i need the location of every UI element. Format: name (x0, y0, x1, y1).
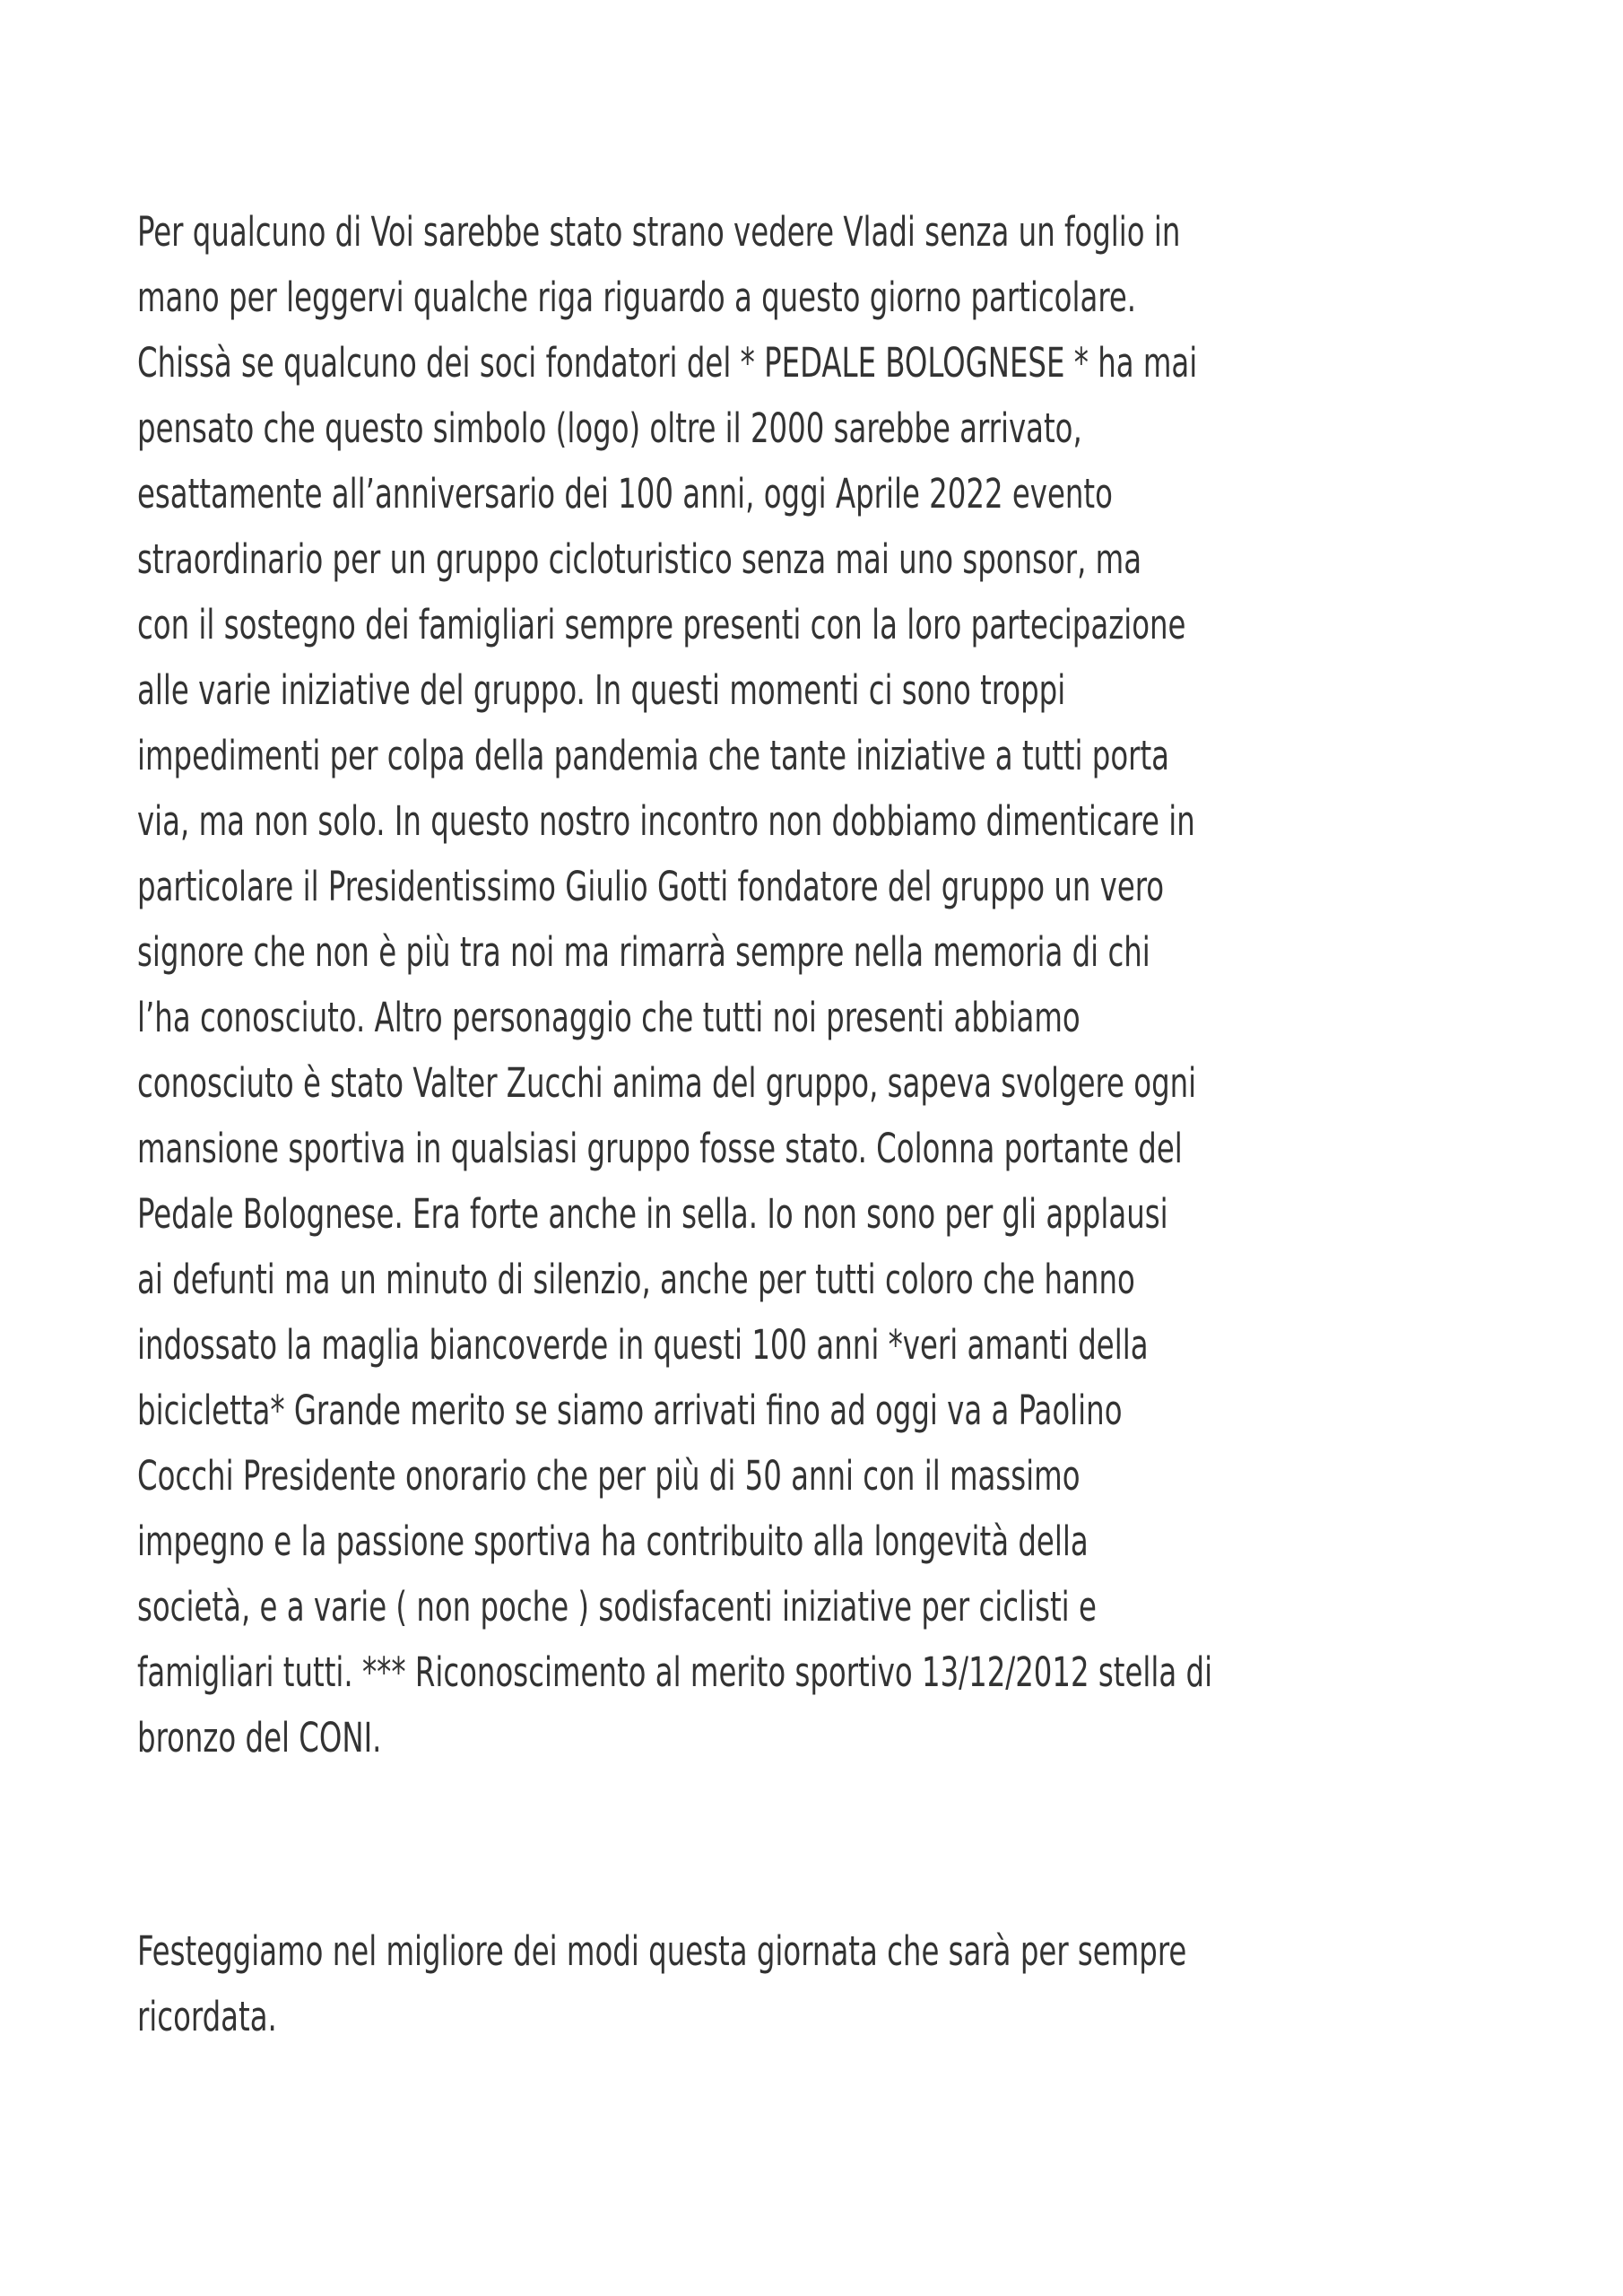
text-line: pensato che questo simbolo (logo) oltre il 2000 sarebbe arrivato, (137, 404, 1082, 452)
text-line: Festeggiamo nel migliore dei modi questa giornata che sarà per sempre (137, 1927, 1187, 1975)
text-line: straordinario per un gruppo cicloturistico senza mai uno sponsor, ma (137, 535, 1142, 583)
text-line: via, ma non solo. In questo nostro incontro non dobbiamo dimenticare in (137, 797, 1195, 845)
text-line: impegno e la passione sportiva ha contribuito alla longevità della (137, 1518, 1089, 1565)
closing-paragraph (137, 1918, 1228, 2049)
text-line: alle varie iniziative del gruppo. In questi momenti ci sono troppi (137, 666, 1066, 714)
text-line: mansione sportiva in qualsiasi gruppo fosse stato. Colonna portante del (137, 1125, 1183, 1172)
text-line: impedimenti per colpa della pandemia che tante iniziative a tutti porta (137, 732, 1169, 779)
text-line: Chissà se qualcuno dei soci fondatori del * PEDALE BOLOGNESE * ha mai (137, 339, 1198, 387)
text-line: indossato la maglia biancoverde in questi 100 anni *veri amanti della (137, 1321, 1149, 1369)
text-line: particolare il Presidentissimo Giulio Gotti fondatore del gruppo un vero (137, 863, 1165, 910)
text-line: Cocchi Presidente onorario che per più di 50 anni con il massimo (137, 1452, 1081, 1500)
text-line: esattamente all’anniversario dei 100 anni, oggi Aprile 2022 evento (137, 470, 1113, 517)
text-line: mano per leggervi qualche riga riguardo a questo giorno particolare. (137, 274, 1137, 321)
text-line: signore che non è più tra noi ma rimarrà sempre nella memoria di chi (137, 928, 1150, 976)
main-paragraph (137, 199, 1228, 1770)
text-line: società, e a varie ( non poche ) sodisfacenti iniziative per ciclisti e (137, 1583, 1097, 1631)
text-line: bicicletta* Grande merito se siamo arrivati fino ad oggi va a Paolino (137, 1387, 1123, 1434)
text-line: famigliari tutti. *** Riconoscimento al merito sportivo 13/12/2012 stella di (137, 1648, 1213, 1696)
text-line: bronzo del CONI. (137, 1714, 382, 1761)
text-line: ai defunti ma un minuto di silenzio, anche per tutti coloro che hanno (137, 1256, 1135, 1303)
text-line: Pedale Bolognese. Era forte anche in sella. Io non sono per gli applausi (137, 1190, 1168, 1238)
text-line: conosciuto è stato Valter Zucchi anima del gruppo, sapeva svolgere ogni (137, 1059, 1197, 1107)
text-line: con il sostegno dei famigliari sempre presenti con la loro partecipazione (137, 601, 1186, 648)
text-line: ricordata. (137, 1993, 277, 2040)
text-line: l’ha conosciuto. Altro personaggio che tutti noi presenti abbiamo (137, 994, 1081, 1041)
text-line: Per qualcuno di Voi sarebbe stato strano vedere Vladi senza un foglio in (137, 208, 1181, 256)
